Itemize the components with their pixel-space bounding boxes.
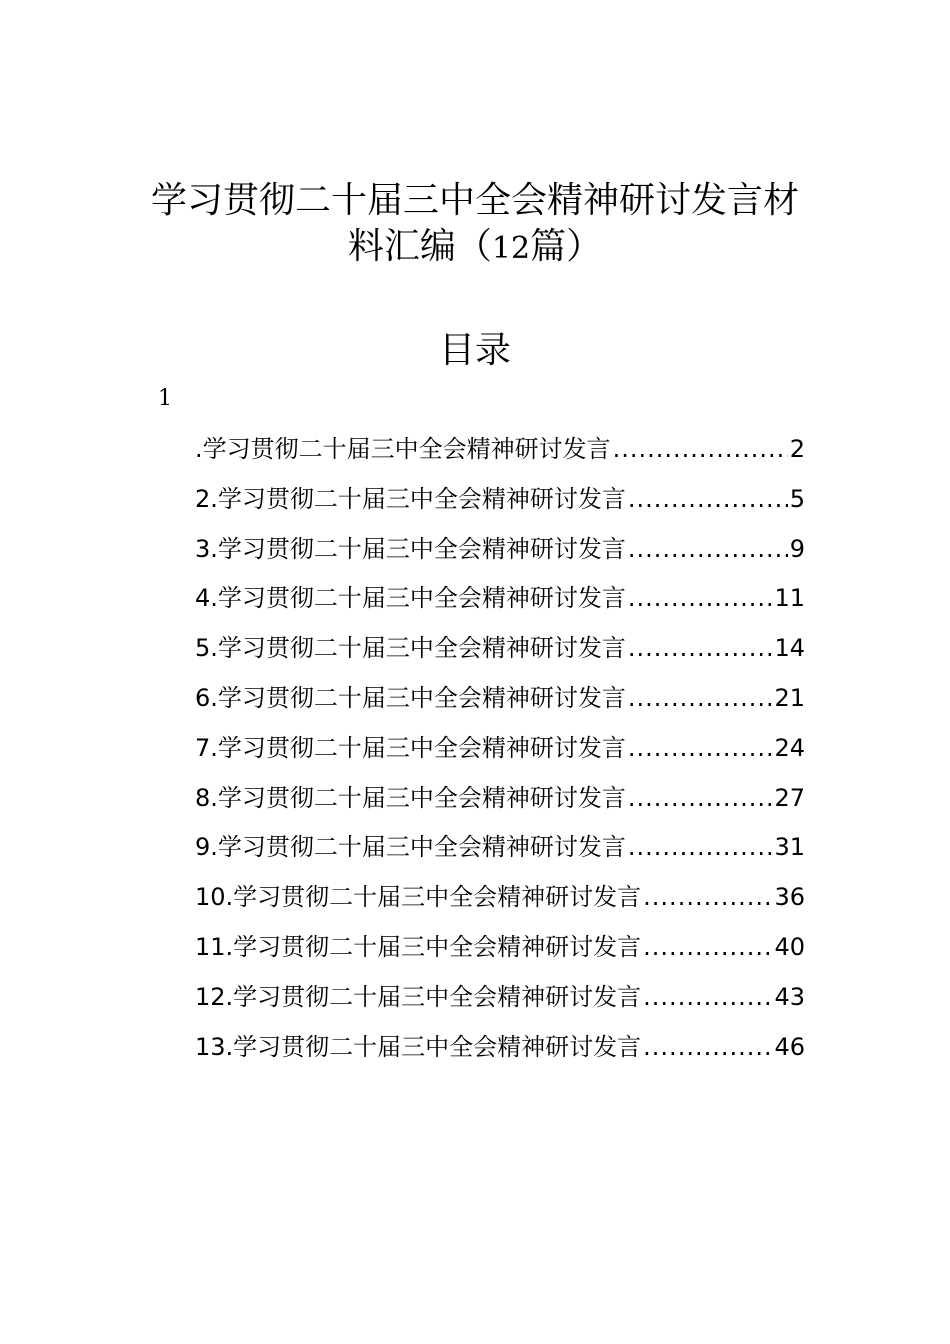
toc-entry-6[interactable] [195,681,805,731]
toc-page-number: 36 [774,883,805,912]
toc-entry-title: 4.学习贯彻二十届三中全会精神研讨发言 [195,584,626,613]
toc-page-number: 46 [774,1032,805,1061]
toc-page-number: 9 [789,534,805,563]
toc-dot-leader [628,482,788,516]
toc-page-number: 21 [774,683,805,712]
toc-entry-title: .学习贯彻二十届三中全会精神研讨发言 [195,435,611,463]
toc-entry-7[interactable] [195,731,805,781]
toc-dot-leader [643,880,772,914]
toc-entry-title: 12.学习贯彻二十届三中全会精神研讨发言 [195,982,642,1011]
title-text-before: 料汇编（ [347,226,492,267]
toc-dot-leader [628,781,773,815]
toc-entry-5[interactable] [195,631,805,681]
toc-dot-leader [643,980,772,1014]
toc-entry-4[interactable] [195,581,805,631]
toc-dot-leader [628,581,773,615]
toc-dot-leader [628,830,773,864]
toc-entry-title: 7.学习贯彻二十届三中全会精神研讨发言 [195,733,626,762]
toc-page-number: 11 [774,584,805,613]
toc-page-number: 31 [774,833,805,862]
toc-page-number: 2 [789,435,805,463]
toc-entry-title: 6.学习贯彻二十届三中全会精神研讨发言 [195,683,626,712]
toc-entry-11[interactable] [195,930,805,980]
toc-entry-8[interactable] [195,781,805,831]
title-text-after: 篇） [530,226,603,267]
toc-page-number: 43 [774,982,805,1011]
toc-dot-leader [628,631,773,665]
table-of-contents [195,432,805,1079]
toc-entry-1[interactable] [195,432,805,482]
toc-heading: 目录 [438,330,511,371]
toc-dot-leader [628,731,773,765]
toc-entry-title: 8.学习贯彻二十届三中全会精神研讨发言 [195,783,626,812]
toc-entry-title: 2.学习贯彻二十届三中全会精神研讨发言 [195,484,626,513]
toc-dot-leader [628,681,773,715]
toc-entry-2[interactable] [195,482,805,532]
stray-number-mark: 1 [158,386,172,411]
toc-dot-leader [613,432,788,466]
toc-page-number: 40 [774,932,805,961]
toc-page-number: 14 [774,634,805,663]
document-title-line-2 [120,224,830,272]
toc-entry-10[interactable] [195,880,805,930]
toc-entry-13[interactable] [195,1030,805,1080]
toc-dot-leader [628,532,788,566]
toc-entry-title: 13.学习贯彻二十届三中全会精神研讨发言 [195,1032,642,1061]
toc-entry-9[interactable] [195,830,805,880]
toc-page-number: 5 [789,484,805,513]
toc-entry-title: 10.学习贯彻二十届三中全会精神研讨发言 [195,883,642,912]
toc-entry-title: 5.学习贯彻二十届三中全会精神研讨发言 [195,634,626,663]
toc-entry-title: 3.学习贯彻二十届三中全会精神研讨发言 [195,534,626,563]
document-title-line-1: 学习贯彻二十届三中全会精神研讨发言材 [150,180,799,221]
toc-page-number: 24 [774,733,805,762]
toc-entry-12[interactable] [195,980,805,1030]
title-count: 12 [491,231,531,266]
toc-dot-leader [643,930,772,964]
toc-entry-3[interactable] [195,532,805,582]
toc-entry-title: 9.学习贯彻二十届三中全会精神研讨发言 [195,833,626,862]
toc-entry-title: 11.学习贯彻二十届三中全会精神研讨发言 [195,932,642,961]
toc-dot-leader [643,1030,772,1064]
toc-page-number: 27 [774,783,805,812]
